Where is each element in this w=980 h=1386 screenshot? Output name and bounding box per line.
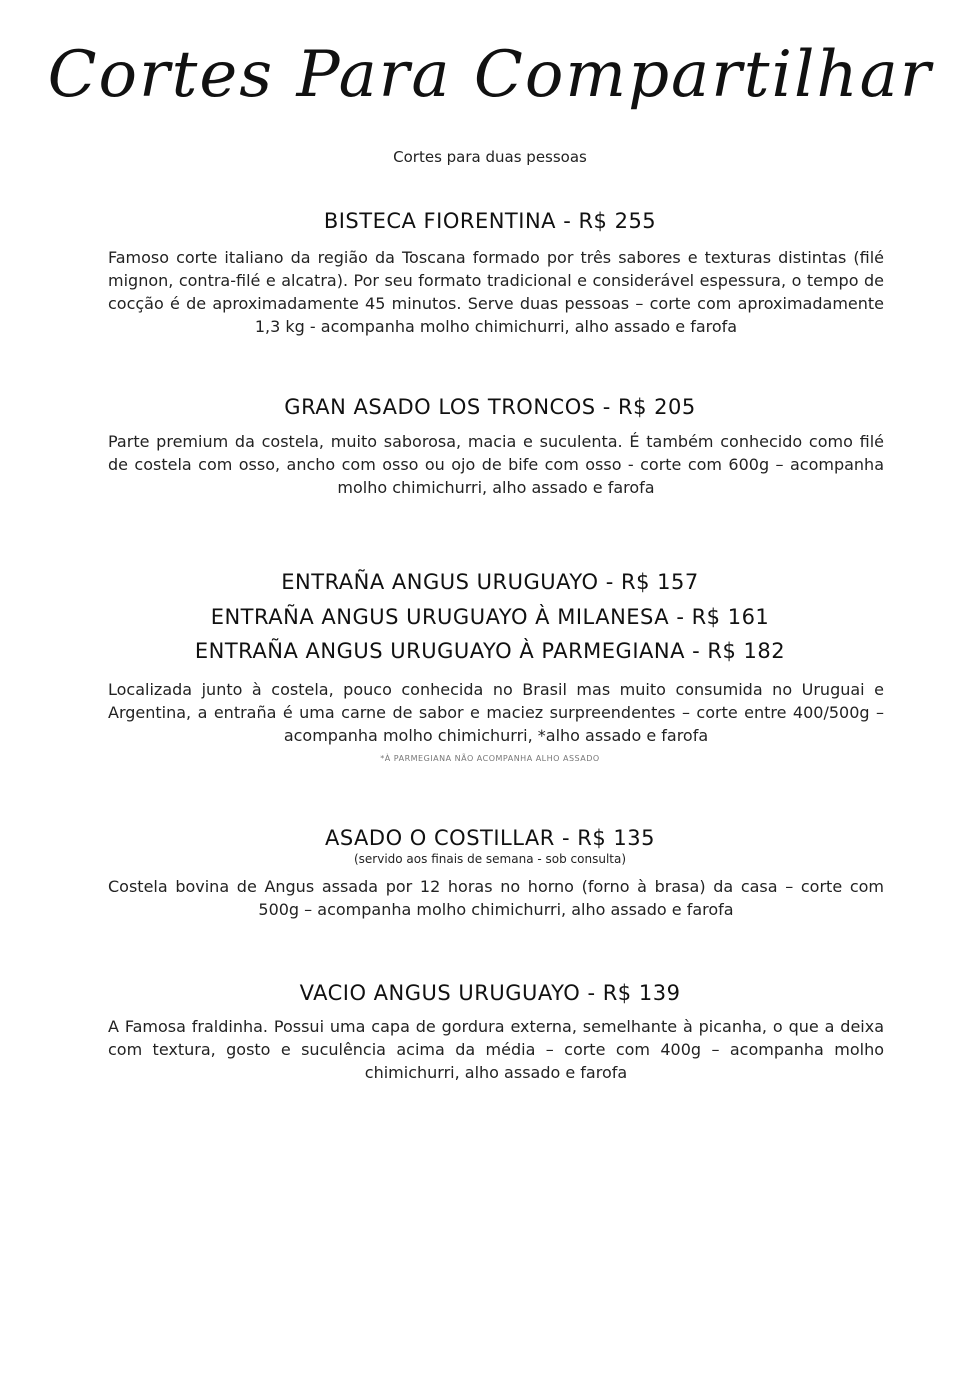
- item-title-entrana-milanesa: ENTRAÑA ANGUS URUGUAYO À MILANESA - R$ 161: [210, 605, 770, 629]
- item-title-entrana: ENTRAÑA ANGUS URUGUAYO - R$ 157: [281, 570, 699, 594]
- item-description-vacio: A Famosa fraldinha. Possui uma capa de gordura externa, semelhante à picanha, o que a deixa com textura, gosto e suculência acima da média – corte com 400g – acompanha molho chimichurri, alho assado e farofa: [108, 1017, 884, 1082]
- page-title: Cortes Para Compartilhar: [47, 38, 933, 112]
- page-subtitle: Cortes para duas pessoas: [393, 148, 587, 166]
- item-description-bisteca-fiorentina: Famoso corte italiano da região da Toscana formado por três sabores e texturas distintas (filé mignon, contra-filé e alcatra). Por seu formato tradicional e considerável espessura, o tempo de cocção é de aproximadamente 45 minutos. Serve duas pessoas – corte com aproximadamente 1,3 kg - acompanha molho chimichurri, alho assado e farofa: [108, 248, 884, 336]
- item-subtitle-asado-costillar: (servido aos finais de semana - sob consulta): [353, 852, 627, 866]
- item-description-gran-asado: Parte premium da costela, muito saborosa, macia e suculenta. É também conhecido como filé de costela com osso, ancho com osso ou ojo de bife com osso - corte com 600g – acompanha molho chimichurri, alho assado e farofa: [108, 432, 884, 497]
- item-description-entrana: Localizada junto à costela, pouco conhecida no Brasil mas muito consumida no Uruguai e Argentina, a entraña é uma carne de sabor e maciez surpreendentes – corte entre 400/500g – acompanha molho chimichurri, *alho assado e farofa: [108, 680, 884, 745]
- item-note-entrana: *À PARMEGIANA NÃO ACOMPANHA ALHO ASSADO: [380, 754, 600, 763]
- item-title-vacio: VACIO ANGUS URUGUAYO - R$ 139: [299, 981, 681, 1005]
- item-title-bisteca-fiorentina: BISTECA FIORENTINA - R$ 255: [323, 209, 657, 233]
- item-description-asado-costillar: Costela bovina de Angus assada por 12 horas no horno (forno à brasa) da casa – corte com 500g – acompanha molho chimichurri, alho assado e farofa: [108, 877, 884, 919]
- item-title-entrana-parmegiana: ENTRAÑA ANGUS URUGUAYO À PARMEGIANA - R$ 182: [194, 639, 786, 663]
- item-title-asado-costillar: ASADO O COSTILLAR - R$ 135: [324, 826, 656, 850]
- item-title-gran-asado: GRAN ASADO LOS TRONCOS - R$ 205: [284, 395, 696, 419]
